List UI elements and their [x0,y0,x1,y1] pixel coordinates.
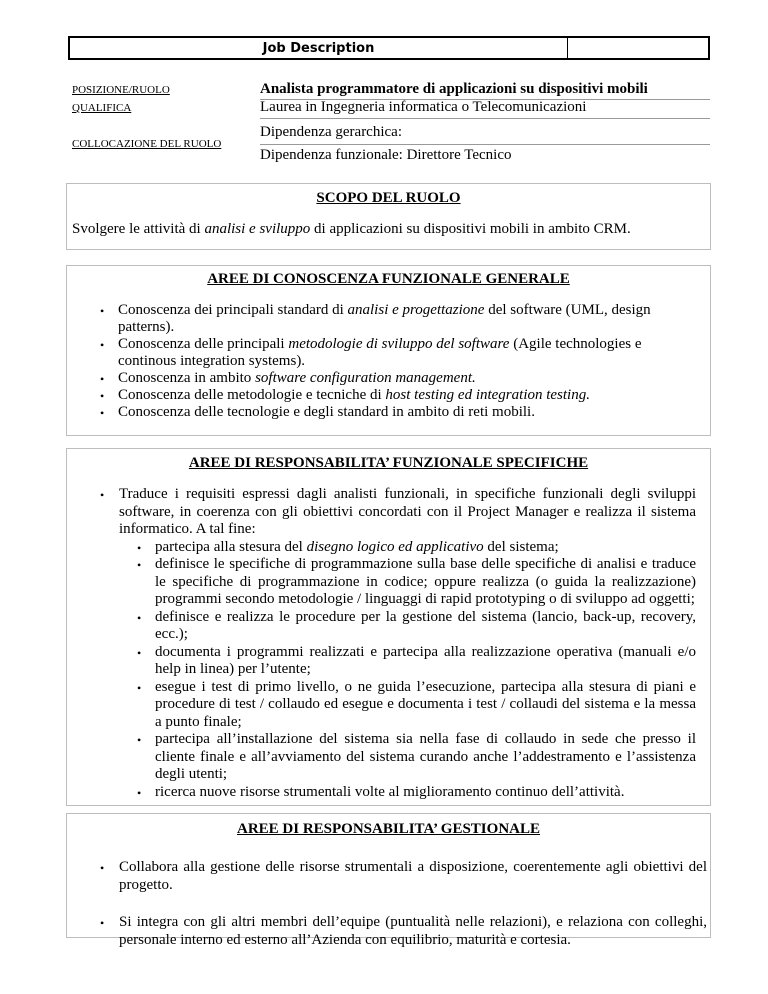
page-title: Job Description [262,41,375,56]
list-item: • partecipa alla stesura del disegno logico ed applicativo del sistema; [137,539,696,557]
posizione-label: POSIZIONE/RUOLO [72,84,170,96]
list-item: • Conoscenza delle tecnologie e degli standard in ambito di reti mobili. [100,404,535,420]
list-item: • Si integra con gli altri membri dell’equipe (puntualità nelle relazioni), e relaziona con colleghi, personale interno ed esterno all’Azienda con equilibrio, maturità e cortesia. [100,914,707,948]
list-item: • Collabora alla gestione delle risorse strumentali a disposizione, coerentemente agli obiettivi del progetto. [100,859,707,893]
conoscenza-panel [66,265,711,436]
row-divider [260,144,710,145]
resp-funzionale-body [100,486,696,801]
conoscenza-list [100,302,690,421]
bullet-icon: • [100,372,105,386]
resp-gestionale-list [100,859,707,949]
bullet-icon: • [137,645,142,660]
bullet-icon: • [137,558,142,572]
qualifica-label: QUALIFICA [72,102,132,114]
bullet-icon: • [137,610,142,625]
bullet-icon: • [100,488,105,502]
list-item: • Conoscenza delle metodologie e tecniche di host testing ed integration testing. [100,387,590,403]
bullet-icon: • [100,389,105,403]
list-item: • Conoscenza in ambito software configuration management. [100,370,476,386]
row-divider [260,118,710,119]
list-item: • documenta i programmi realizzati e partecipa alla realizzazione operativa (manuali e/o help in linea) per l’utente; [137,643,696,677]
resp-funzionale-intro: Traduce i requisiti espressi dagli analisti funzionali, in specifiche funzionali degli sviluppi software, in coerenza con gli obiettivi concordati con il Project Manager e realizza il sistema informatico. A tal fine: [119,486,696,537]
list-item: • definisce e realizza le procedure per la gestione del sistema (lancio, back-up, recovery, ecc.); [137,608,696,642]
list-item: • partecipa all’installazione del sistema sia nella fase di collaudo in sede che presso il cliente finale e all’avviamento del sistema curando anche l’addestramento e l’assistenza degli utenti; [137,731,696,782]
list-item: • Conoscenza dei principali standard di analisi e progettazione del software (UML, design patterns). [100,302,651,335]
bullet-icon: • [137,733,142,747]
resp-gestionale-title: AREE DI RESPONSABILITA’ GESTIONALE [237,821,540,837]
list-item: • Conoscenza delle principali metodologie di sviluppo del software (Agile technologies e continous integration systems). [100,336,642,369]
qualifica-value: Laurea in Ingegneria informatica o Telecomunicazioni [260,99,587,115]
list-item: • esegue i test di primo livello, o ne guida l’esecuzione, partecipa alla stesura di piani e procedure di test / collaudo ed esegue e documenta i test / collaudi del sistema e la messa a punto finale; [137,678,696,730]
header-divider [567,38,568,58]
scopo-title: SCOPO DEL RUOLO [316,190,461,206]
bullet-icon: • [137,785,142,800]
bullet-icon: • [100,304,105,318]
resp-funzionale-title: AREE DI RESPONSABILITA’ FUNZIONALE SPECIFICHE [188,455,589,471]
scopo-panel [66,183,711,250]
list-item: • definisce le specifiche di programmazione sulla base delle specifiche di analisi e traduce le specifiche di programmazione in codice; oppure realizza (o guida la realizzazione) programmi secondo metodologie / linguaggi di rapid prototyping o di sviluppo ad oggetti; [137,556,696,607]
bullet-icon: • [137,540,142,555]
scopo-text: Svolgere le attività di analisi e sviluppo di applicazioni su dispositivi mobili in ambito CRM. [72,221,631,237]
list-item: • ricerca nuove risorse strumentali volte al miglioramento continuo dell’attività. [137,784,696,802]
bullet-icon: • [137,680,142,695]
dipendenza-funzionale: Dipendenza funzionale: Direttore Tecnico [260,147,512,163]
posizione-value: Analista programmatore di applicazioni su dispositivi mobili [260,81,648,97]
resp-funzionale-panel [66,448,711,806]
collocazione-label: COLLOCAZIONE DEL RUOLO [72,138,222,150]
resp-funzionale-list [100,539,696,802]
conoscenza-title: AREE DI CONOSCENZA FUNZIONALE GENERALE [207,271,570,287]
resp-gestionale-panel [66,813,711,948]
bullet-icon: • [100,861,105,875]
dipendenza-gerarchica: Dipendenza gerarchica: [260,124,402,140]
job-description-header [68,36,710,60]
bullet-icon: • [100,916,105,930]
bullet-icon: • [100,406,105,420]
bullet-icon: • [100,338,105,352]
